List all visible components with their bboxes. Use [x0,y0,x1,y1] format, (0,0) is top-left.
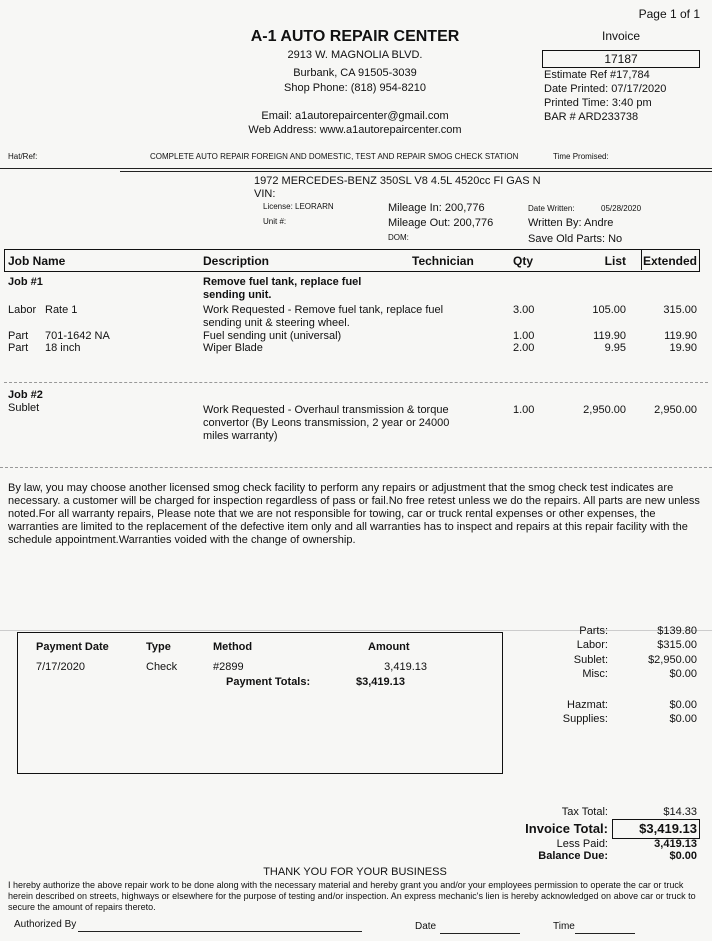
date-signature-label: Date [415,921,437,932]
less-paid-label: Less Paid: [556,838,608,850]
misc-label: Misc: [582,668,608,680]
row-description: Work Requested - Overhaul transmission & torque [203,404,449,416]
row-type: Part [8,342,29,354]
column-extended: Extended [642,254,697,268]
job-2-title: Job #2 [8,389,43,401]
row-description-cont2: miles warranty) [203,430,278,442]
job-divider [4,382,708,383]
row-list: 119.90 [593,330,626,342]
unit-number: Unit #: [263,217,287,226]
time-signature-label: Time [553,921,575,932]
authorized-by-signature-line [78,931,362,932]
row-description-cont: convertor (By Leons transmission, 2 year or 24000 [203,417,450,429]
date-printed: Date Printed: 07/17/2020 [544,83,667,95]
column-list: List [604,254,626,268]
estimate-ref: Estimate Ref #17,784 [544,69,650,81]
row-item: 18 inch [45,342,81,354]
row-type: Part [8,330,29,342]
row-qty: 1.00 [513,330,535,342]
sublet-label: Sublet: [573,654,608,666]
column-qty: Qty [513,254,534,268]
job-1-heading-line1: Remove fuel tank, replace fuel [203,276,362,288]
vin-label: VIN: [254,188,276,200]
date-written-value: 05/28/2020 [601,204,642,213]
row-description: Wiper Blade [203,342,263,354]
row-list: 105.00 [592,304,626,316]
time-signature-line [575,933,635,934]
row-qty: 2.00 [513,342,535,354]
payment-type-header: Type [146,641,171,653]
invoice-total-label: Invoice Total: [525,821,608,836]
less-paid: 3,419.13 [654,838,697,850]
date-written-label: Date Written: [528,204,575,213]
shop-phone: Shop Phone: (818) 954-8210 [284,82,426,94]
row-extended: 2,950.00 [654,404,697,416]
misc-total: $0.00 [669,668,697,680]
column-description: Description [203,254,270,268]
hat-ref-label: Hat/Ref: [8,152,38,161]
parts-total: $139.80 [657,625,697,637]
payment-box [17,632,503,774]
invoice-total: $3,419.13 [639,821,697,836]
date-signature-line [440,933,520,934]
payment-amount: 3,419.13 [384,661,427,673]
header-divider [0,168,712,169]
save-old-parts: Save Old Parts: No [528,233,623,245]
printed-time: Printed Time: 3:40 pm [544,97,652,109]
thank-you-message: THANK YOU FOR YOUR BUSINESS [263,866,447,878]
shop-web-address: Web Address: www.a1autorepaircenter.com [248,124,462,136]
tax-total: $14.33 [663,806,697,818]
row-item: Rate 1 [45,304,78,316]
row-list: 9.95 [604,342,626,354]
mileage-out: Mileage Out: 200,776 [388,217,494,229]
sublet-total: $2,950.00 [648,654,697,666]
legal-disclaimer: By law, you may choose another licensed smog check facility to perform any repairs or adjustment that the smog check test indicates are necessary. a customer will be charged for inspection regardless of pass or fail.No free retest unless we do the repairs. All parts are new unless noted.For all warranty repairs, Please note that we are not responsible for towing, car or truck rental expenses or other expenses, the warranties are limited to the replacement of the defective item only and all warranties has to inspect and repairs at this repair facility with the schedule appointment.Warranties voided with the change of ownership. [8,482,700,546]
vehicle-description: 1972 MERCEDES-BENZ 350SL V8 4.5L 4520cc FI GAS N [254,175,541,187]
license-plate: License: LEORARN [263,202,334,211]
supplies-total: $0.00 [669,713,697,725]
payment-amount-header: Amount [368,641,410,653]
row-qty: 3.00 [513,304,535,316]
authorized-by-label: Authorized By [14,919,77,930]
shop-email: Email: a1autorepaircenter@gmail.com [261,110,449,122]
invoice-label: Invoice [601,29,641,43]
payment-date-header: Payment Date [36,641,109,653]
time-promised-label: Time Promised: [553,152,609,161]
legal-divider [0,467,712,468]
parts-label: Parts: [579,625,608,637]
row-extended: 119.90 [664,330,697,342]
column-technician: Technician [412,254,474,268]
written-by: Written By: Andre [528,217,614,229]
job-1-title: Job #1 [8,276,43,288]
shop-address-line1: 2913 W. MAGNOLIA BLVD. [287,49,423,61]
mileage-in: Mileage In: 200,776 [388,202,485,214]
row-qty: 1.00 [513,404,535,416]
bar-number: BAR # ARD233738 [544,111,639,123]
payment-totals-value: $3,419.13 [356,676,405,688]
supplies-label: Supplies: [562,713,608,725]
balance-due-label: Balance Due: [538,850,608,862]
row-extended: 19.90 [669,342,697,354]
shop-name: A-1 AUTO REPAIR CENTER [250,28,460,45]
payment-date: 7/17/2020 [36,661,85,673]
dom-label: DOM: [388,233,409,242]
invoice-total-box [612,819,700,839]
authorization-text: I hereby authorize the above repair work to be done along with the necessary material and hereby grant you and/or your employees permission to operate the car or truck herein described on streets, highways or elsewhere for the purpose of testing and/or inspection. An express mechanic's lien is hereby acknowledged on above car or truck to secure the amount of repairs thereto. [8,880,696,912]
page-indicator: Page 1 of 1 [638,7,700,21]
labor-total: $315.00 [657,639,697,651]
payment-method-header: Method [213,641,253,653]
row-description: Work Requested - Remove fuel tank, replace fuel [203,304,444,316]
shop-address-line2: Burbank, CA 91505-3039 [293,67,417,79]
column-job-name: Job Name [8,254,66,268]
hazmat-label: Hazmat: [567,699,608,711]
balance-due: $0.00 [669,850,697,862]
invoice-number: 17187 [604,52,638,66]
row-extended: 315.00 [663,304,697,316]
invoice-number-box [542,50,700,68]
job-1-heading-line2: sending unit. [203,289,272,301]
row-list: 2,950.00 [583,404,626,416]
row-description: Fuel sending unit (universal) [203,330,342,342]
payment-totals-label: Payment Totals: [226,676,311,688]
row-item: 701-1642 NA [45,330,110,342]
payment-type: Check [146,661,178,673]
row-type: Sublet [8,402,40,414]
labor-label: Labor: [576,639,608,651]
payment-method: #2899 [213,661,244,673]
row-type: Labor [8,304,37,316]
tax-total-label: Tax Total: [561,806,608,818]
shop-tagline: COMPLETE AUTO REPAIR FOREIGN AND DOMESTIC, TEST AND REPAIR SMOG CHECK STATION [150,152,519,161]
header-divider-inner [120,171,712,172]
hazmat-total: $0.00 [669,699,697,711]
row-description-cont: sending unit & steering wheel. [203,317,350,329]
